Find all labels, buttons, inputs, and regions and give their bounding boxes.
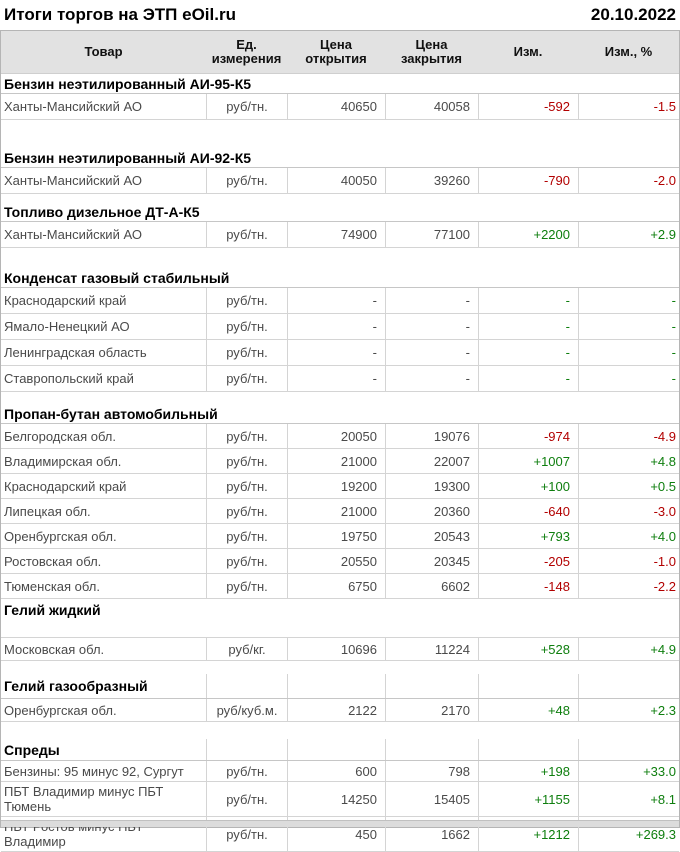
empty-cell <box>478 674 578 698</box>
table-row <box>1 222 679 248</box>
table-row <box>1 340 679 366</box>
table-row <box>1 499 679 524</box>
section-gap <box>1 661 679 674</box>
column-header-product: Товар <box>84 44 123 59</box>
change-pct-cell: +0.5 <box>578 474 679 498</box>
change-pct-cell: +4.0 <box>578 524 679 548</box>
unit-cell: руб/тн. <box>206 524 287 548</box>
product-cell: Оренбургская обл. <box>4 528 117 544</box>
empty-cell <box>578 739 679 760</box>
change-pct-cell: +269.3 <box>578 817 679 851</box>
change-cell: -974 <box>478 424 578 448</box>
column-header-open-price: Цена открытия <box>305 37 367 66</box>
empty-cell <box>206 739 287 760</box>
section-header: Бензин неэтилированный АИ-92-К5 <box>1 148 679 168</box>
open-price-cell: 19750 <box>287 524 385 548</box>
unit-cell: руб/тн. <box>206 574 287 598</box>
change-cell: -205 <box>478 549 578 573</box>
change-cell: +1155 <box>478 782 578 816</box>
product-cell: Оренбургская обл. <box>4 702 117 718</box>
close-price-cell: - <box>385 366 478 391</box>
open-price-cell: 19200 <box>287 474 385 498</box>
change-cell: -148 <box>478 574 578 598</box>
product-cell: Ростовская обл. <box>4 553 102 569</box>
empty-cell <box>385 739 478 760</box>
empty-cell <box>287 739 385 760</box>
close-price-cell: 11224 <box>385 638 478 660</box>
close-price-cell: 20360 <box>385 499 478 523</box>
table-row <box>1 288 679 314</box>
product-cell: Белгородская обл. <box>4 428 117 444</box>
table-row <box>1 94 679 120</box>
open-price-cell: - <box>287 340 385 365</box>
section-gap <box>1 120 679 148</box>
open-price-cell: - <box>287 366 385 391</box>
unit-cell: руб/тн. <box>206 288 287 313</box>
open-price-cell: 10696 <box>287 638 385 660</box>
product-cell: Ханты-Мансийский АО <box>4 99 142 114</box>
section-gap <box>1 392 679 404</box>
unit-cell: руб/куб.м. <box>206 699 287 721</box>
column-header-close-price: Цена закрытия <box>400 37 462 66</box>
change-cell: +528 <box>478 638 578 660</box>
change-cell: +2200 <box>478 222 578 247</box>
title-bar <box>0 0 680 30</box>
change-pct-cell: +4.9 <box>578 638 679 660</box>
table-row <box>1 524 679 549</box>
product-cell: Бензины: 95 минус 92, Сургут <box>4 763 184 779</box>
close-price-cell: 6602 <box>385 574 478 598</box>
product-cell: Владимир <box>4 834 66 849</box>
table-row <box>1 782 679 817</box>
change-pct-cell: -1.5 <box>578 94 679 119</box>
open-price-cell: 74900 <box>287 222 385 247</box>
open-price-cell: 21000 <box>287 499 385 523</box>
table-row <box>1 449 679 474</box>
product-cell: Краснодарский край <box>4 293 127 308</box>
product-cell: Ханты-Мансийский АО <box>4 173 142 188</box>
product-cell: Ленинградская область <box>4 345 147 360</box>
open-price-cell: 20050 <box>287 424 385 448</box>
change-cell: +1007 <box>478 449 578 473</box>
close-price-cell: 798 <box>385 761 478 781</box>
close-price-cell: 77100 <box>385 222 478 247</box>
change-pct-cell: - <box>578 314 679 339</box>
change-cell: +198 <box>478 761 578 781</box>
product-cell: Тюменская обл. <box>4 578 100 594</box>
section-header-row <box>1 739 679 761</box>
close-price-cell: - <box>385 340 478 365</box>
unit-cell: руб/тн. <box>206 782 287 816</box>
column-header-unit: Ед. измерения <box>211 37 282 66</box>
section-header: Гелий газообразный <box>4 678 148 694</box>
change-pct-cell: - <box>578 366 679 391</box>
change-pct-cell: - <box>578 288 679 313</box>
open-price-cell: 21000 <box>287 449 385 473</box>
product-cell: Ямало-Ненецкий АО <box>4 319 130 334</box>
close-price-cell: - <box>385 288 478 313</box>
change-cell: +100 <box>478 474 578 498</box>
close-price-cell: 22007 <box>385 449 478 473</box>
open-price-cell: 6750 <box>287 574 385 598</box>
product-cell: ПБТ Владимир минус ПБТ Тюмень <box>4 784 164 814</box>
empty-cell <box>478 739 578 760</box>
change-cell: - <box>478 288 578 313</box>
product-cell: Ставропольский край <box>4 371 134 386</box>
table-row <box>1 637 679 661</box>
column-header-change: Изм. <box>513 44 543 59</box>
table-row <box>1 549 679 574</box>
change-pct-cell: -2.0 <box>578 168 679 193</box>
table-footer-band <box>1 820 679 827</box>
change-cell: - <box>478 366 578 391</box>
unit-cell: руб/тн. <box>206 314 287 339</box>
table-row <box>1 699 679 722</box>
section-gap <box>1 722 679 739</box>
column-header-change-pct: Изм., % <box>604 44 653 59</box>
unit-cell: руб/тн. <box>206 94 287 119</box>
unit-cell: руб/тн. <box>206 761 287 781</box>
close-price-cell: 1662 <box>385 817 478 851</box>
close-price-cell: 40058 <box>385 94 478 119</box>
open-price-cell: 2122 <box>287 699 385 721</box>
open-price-cell: 40650 <box>287 94 385 119</box>
close-price-cell: 19300 <box>385 474 478 498</box>
change-pct-cell: -2.2 <box>578 574 679 598</box>
open-price-cell: 40050 <box>287 168 385 193</box>
table-body <box>1 74 679 852</box>
change-pct-cell: - <box>578 340 679 365</box>
unit-cell: руб/кг. <box>206 638 287 660</box>
close-price-cell: 20543 <box>385 524 478 548</box>
empty-cell <box>578 674 679 698</box>
product-cell: Ханты-Мансийский АО <box>4 227 142 242</box>
unit-cell: руб/тн. <box>206 474 287 498</box>
table-row <box>1 574 679 599</box>
empty-cell <box>287 674 385 698</box>
table-row <box>1 168 679 194</box>
unit-cell: руб/тн. <box>206 222 287 247</box>
table-row <box>1 366 679 392</box>
close-price-cell: - <box>385 314 478 339</box>
close-price-cell: 15405 <box>385 782 478 816</box>
open-price-cell: 14250 <box>287 782 385 816</box>
change-pct-cell: -4.9 <box>578 424 679 448</box>
product-cell: Краснодарский край <box>4 478 127 494</box>
change-pct-cell: +4.8 <box>578 449 679 473</box>
page-title: Итоги торгов на ЭТП eOil.ru <box>4 5 236 24</box>
product-cell: Московская обл. <box>4 641 105 657</box>
section-gap <box>1 621 679 637</box>
unit-cell: руб/тн. <box>206 168 287 193</box>
change-pct-cell: -3.0 <box>578 499 679 523</box>
section-header: Спреды <box>4 741 60 758</box>
table-row <box>1 474 679 499</box>
section-gap <box>1 194 679 202</box>
close-price-cell: 20345 <box>385 549 478 573</box>
report-date: 20.10.2022 <box>590 5 676 24</box>
section-header-row <box>1 674 679 699</box>
close-price-cell: 2170 <box>385 699 478 721</box>
column-header-row <box>1 31 679 74</box>
product-cell: Владимирская обл. <box>4 453 122 469</box>
section-header: Пропан-бутан автомобильный <box>1 404 679 424</box>
section-gap <box>1 248 679 268</box>
product-cell: Липецкая обл. <box>4 503 91 519</box>
open-price-cell: - <box>287 288 385 313</box>
unit-cell: руб/тн. <box>206 817 287 851</box>
change-cell: - <box>478 314 578 339</box>
open-price-cell: 450 <box>287 817 385 851</box>
unit-cell: руб/тн. <box>206 366 287 391</box>
table-row <box>1 314 679 340</box>
table-row <box>1 424 679 449</box>
section-header: Гелий жидкий <box>4 602 101 618</box>
change-cell: +793 <box>478 524 578 548</box>
section-header: Конденсат газовый стабильный <box>1 268 679 288</box>
change-pct-cell: +33.0 <box>578 761 679 781</box>
change-cell: +1212 <box>478 817 578 851</box>
open-price-cell: 20550 <box>287 549 385 573</box>
unit-cell: руб/тн. <box>206 449 287 473</box>
change-cell: -640 <box>478 499 578 523</box>
section-header: Бензин неэтилированный АИ-95-К5 <box>1 74 679 94</box>
unit-cell: руб/тн. <box>206 424 287 448</box>
change-cell: -790 <box>478 168 578 193</box>
open-price-cell: - <box>287 314 385 339</box>
table-row <box>1 761 679 782</box>
open-price-cell: 600 <box>287 761 385 781</box>
change-pct-cell: -1.0 <box>578 549 679 573</box>
unit-cell: руб/тн. <box>206 549 287 573</box>
section-header: Топливо дизельное ДТ-А-К5 <box>1 202 679 222</box>
unit-cell: руб/тн. <box>206 499 287 523</box>
change-cell: - <box>478 340 578 365</box>
empty-cell <box>206 674 287 698</box>
unit-cell: руб/тн. <box>206 340 287 365</box>
change-pct-cell: +8.1 <box>578 782 679 816</box>
change-pct-cell: +2.9 <box>578 222 679 247</box>
close-price-cell: 19076 <box>385 424 478 448</box>
change-cell: +48 <box>478 699 578 721</box>
close-price-cell: 39260 <box>385 168 478 193</box>
change-cell: -592 <box>478 94 578 119</box>
trading-results-table <box>0 30 680 849</box>
change-pct-cell: +2.3 <box>578 699 679 721</box>
empty-cell <box>385 674 478 698</box>
